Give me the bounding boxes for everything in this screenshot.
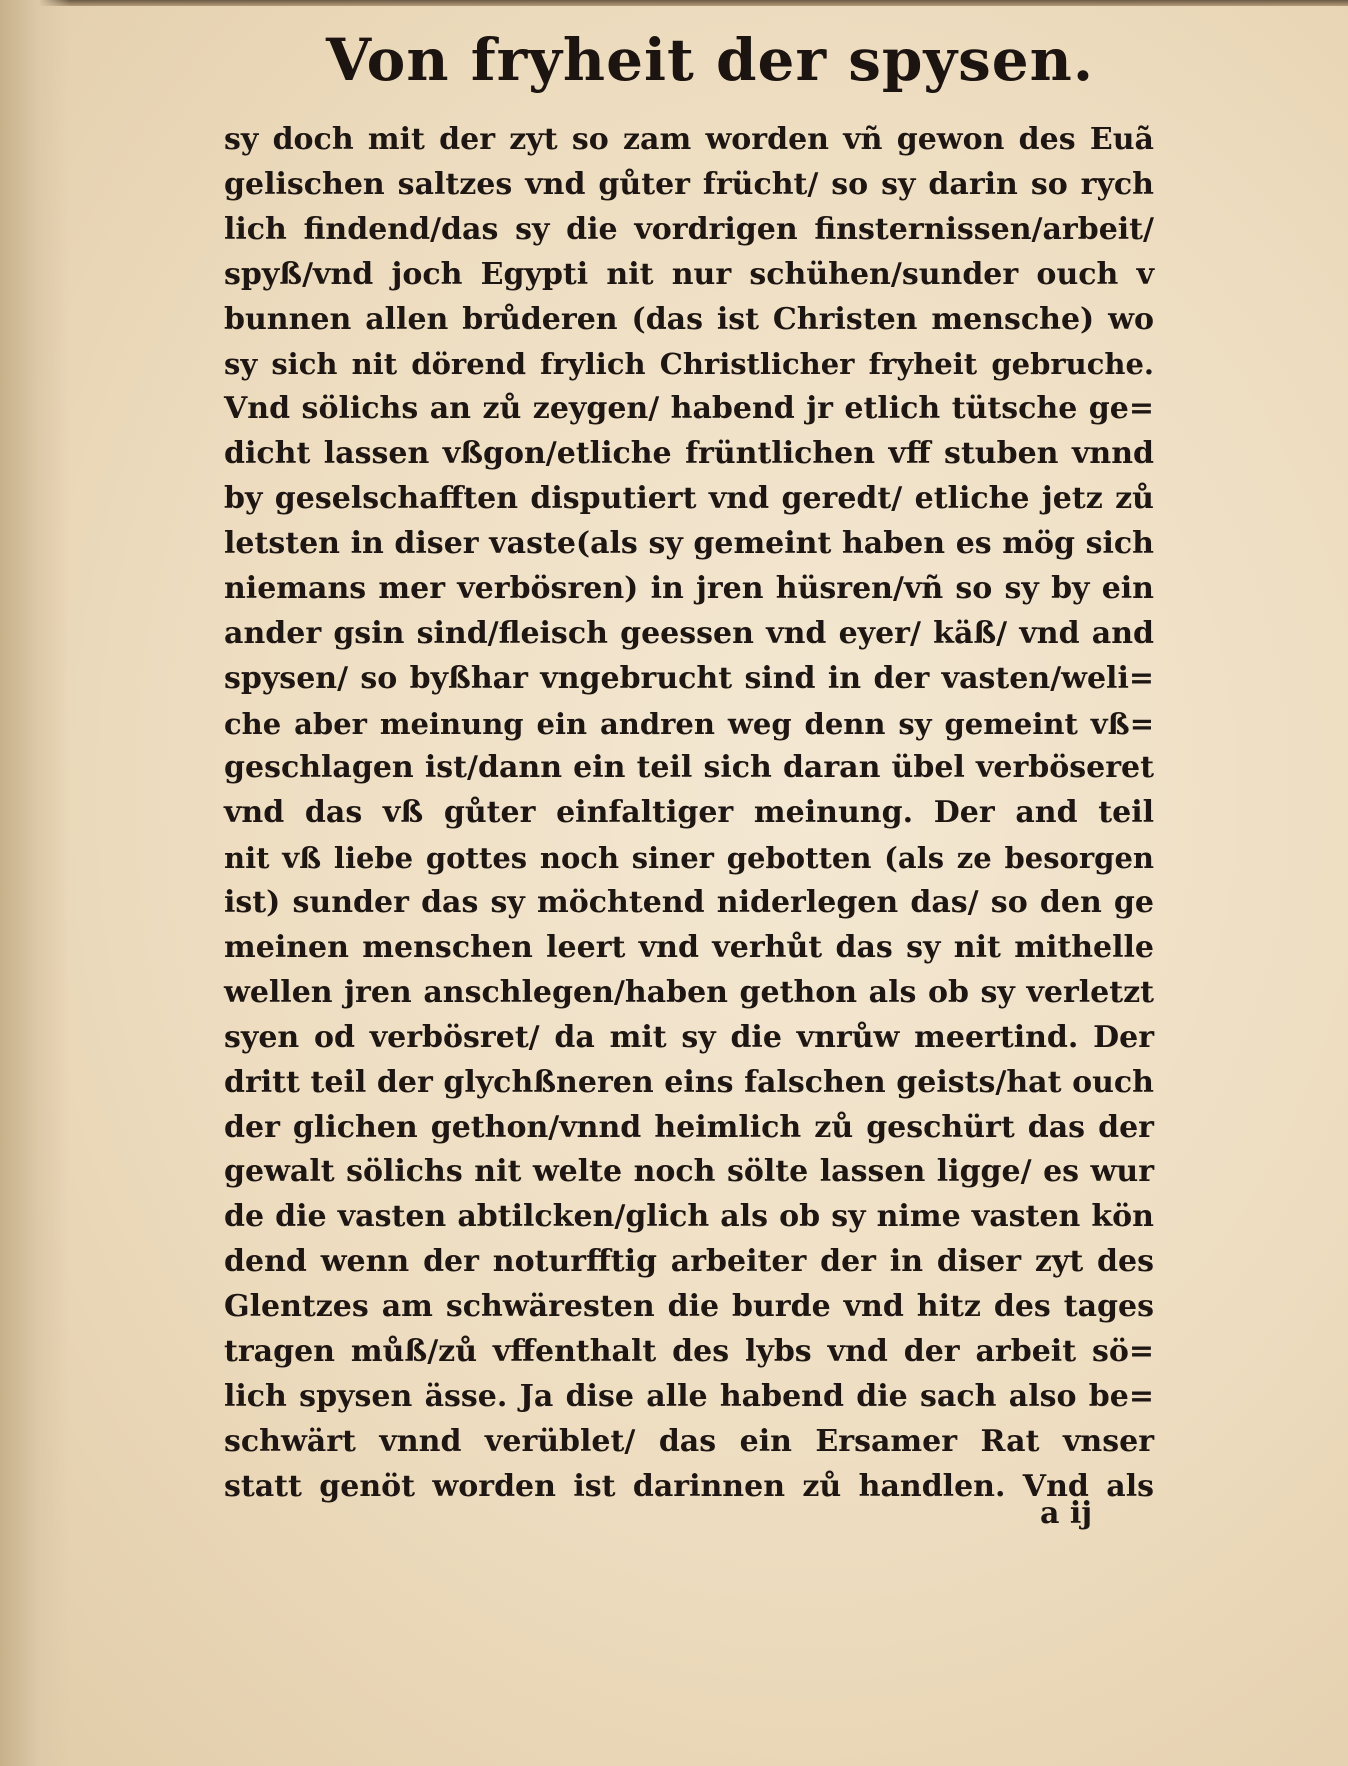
text-line: spysen/ so byßhar vngebrucht sind in der vasten/weli= bbox=[224, 660, 1154, 696]
text-line: dritt teil der glychßneren eins falschen geists/hat ouch bbox=[224, 1064, 1154, 1100]
text-line: lich spysen ässe. Ja dise alle habend die sach also be= bbox=[224, 1378, 1154, 1414]
text-line: by geselschafften disputiert vnd geredt/ etliche jetz zů bbox=[224, 481, 1154, 517]
text-line: vnd das vß gůter einfaltiger meinung. Der and teil bbox=[224, 795, 1154, 831]
text-line: che aber meinung ein andren weg denn sy gemeint vß= bbox=[224, 706, 1154, 741]
text-line: syen od verbösret/ da mit sy die vnrůw meertind. Der bbox=[224, 1019, 1154, 1055]
text-line: der glichen gethon/vnnd heimlich zů geschürt das der bbox=[224, 1109, 1154, 1145]
text-line: nit vß liebe gottes noch siner gebotten (als ze besorgen bbox=[224, 841, 1154, 876]
text-line: dicht lassen vßgon/etliche früntlichen vff stuben vnnd bbox=[224, 436, 1154, 472]
page-top-edge bbox=[0, 0, 1348, 6]
text-line: wellen jren anschlegen/haben gethon als ob sy verletzt bbox=[224, 974, 1154, 1010]
text-line: Glentzes am schwäresten die burde vnd hitz des tages bbox=[224, 1289, 1154, 1325]
text-line: letsten in diser vaste(als sy gemeint haben es mög sich bbox=[224, 526, 1154, 562]
text-line: Vnd sölichs an zů zeygen/ habend jr etlich tütsche ge= bbox=[224, 391, 1154, 427]
signature-mark: a ij bbox=[1040, 1496, 1093, 1531]
body-text bbox=[224, 118, 1154, 1510]
text-line: meinen menschen leert vnd verhůt das sy nit mithelle bbox=[224, 930, 1154, 966]
text-line: statt genöt worden ist darinnen zů handlen. Vnd als bbox=[224, 1468, 1154, 1504]
text-line: sy doch mit der zyt so zam worden vñ gewon des Euã bbox=[224, 122, 1154, 157]
text-line: niemans mer verbösren) in jren hüsren/vñ so sy by ein bbox=[224, 570, 1154, 606]
text-line: tragen můß/zů vffenthalt des lybs vnd der arbeit sö= bbox=[224, 1334, 1154, 1370]
text-line: geschlagen ist/dann ein teil sich daran übel verböseret bbox=[224, 750, 1154, 786]
text-line: ander gsin sind/fleisch geessen vnd eyer/ käß/ vnd and bbox=[224, 615, 1154, 651]
text-line: gelischen saltzes vnd gůter frücht/ so sy darin so rych bbox=[224, 166, 1154, 202]
text-line: de die vasten abtilcken/glich als ob sy nime vasten kön bbox=[224, 1199, 1154, 1235]
binding-gutter bbox=[0, 0, 70, 1766]
text-line: sy sich nit dörend frylich Christlicher fryheit gebruche. bbox=[224, 347, 1154, 382]
page-title: Von fryheit der spysen. bbox=[325, 26, 1095, 94]
page-header bbox=[300, 20, 1120, 100]
text-line: dend wenn der noturfftig arbeiter der in diser zyt des bbox=[224, 1244, 1154, 1280]
text-line: schwärt vnnd verüblet/ das ein Ersamer Rat vnser bbox=[224, 1423, 1154, 1459]
text-line: ist) sunder das sy möchtend niderlegen das/ so den ge bbox=[224, 885, 1154, 921]
text-line: spyß/vnd joch Egypti nit nur schühen/sunder ouch v bbox=[224, 256, 1154, 292]
text-line: lich findend/das sy die vordrigen finsternissen/arbeit/ bbox=[224, 211, 1154, 247]
text-line: gewalt sölichs nit welte noch sölte lassen ligge/ es wur bbox=[224, 1154, 1154, 1190]
text-line: bunnen allen brůderen (das ist Christen mensche) wo bbox=[224, 301, 1154, 337]
